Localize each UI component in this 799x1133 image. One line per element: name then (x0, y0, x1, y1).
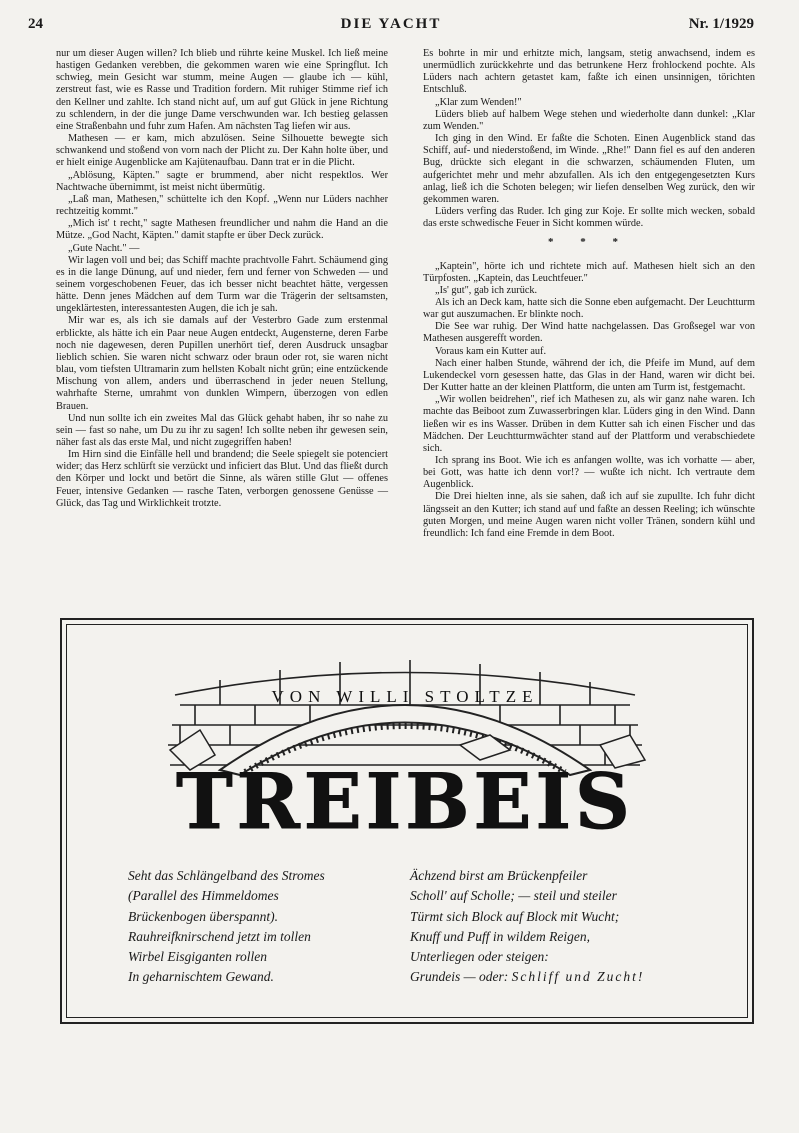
issue-number: Nr. 1/1929 (688, 16, 754, 32)
paragraph: „Klar zum Wenden!" (435, 96, 522, 108)
paragraph: Ich ging in den Wind. Er faßte die Schoten. Einen Augenblick stand das Schiff, auf- und niederstoßend, im Winde. „Rhe!" Dann fiel es auf den anderen Bug, drückte sich elegant in die schwarzen, schäumenden Fluten, um aufgerichtet mehr und mehr abzufallen. Als ich den entgegengesetzten Kurs anlag, ließ ich die Schoten belegen; wir liefen denselben Weg zurück, den wir gekommen waren. (423, 133, 755, 205)
paragraph: Es bohrte in mir und erhitzte mich, langsam, stetig anwachsend, indem es unermüdlich zurückkehrte und das betrunkene Herz frohlockend pochte. Als Lüders nach achtern getastet kam, faßte ich einen unsinnigen, törichten Entschluß. (423, 48, 755, 96)
poem-line: Scholl' auf Scholle; — steil und steiler (410, 888, 617, 904)
paragraph: Die Drei hielten inne, als sie sahen, daß ich auf sie zupullte. Ich fuhr dicht längsseit an den Kutter; ich stand auf und faßte an dessen Reeling; ich wünschte guten Morgen, und meine Augen waren nicht voller Tränen, sondern kühl und freundlich: Ich fand eine Fremde in dem Boot. (423, 491, 755, 539)
journal-title: DIE YACHT (340, 16, 442, 32)
page-number: 24 (28, 16, 43, 32)
paragraph: Mir war es, als ich sie damals auf der Vesterbro Gade zum erstenmal erblickte, als hätte ich ein Paar neue Augen entdeckt, Augensterne, deren Farbe noch nie dagewesen, deren Pupillen unerhört tief, deren Ausdruck unsagbar lieblich schien. Sie waren nicht schwarz oder braun oder rot, sie waren nicht blau, vom tiefsten Ultramarin zum hellsten Kobalt nicht grün; eine entzückende Mischung von allem, anders und überraschend in jeder neuen Stellung, wahrhafte Sterne, umrahmt von dunklen Wimpern, überzogen von edlen Brauen. (56, 315, 388, 412)
paragraph: „Gute Nacht." — (68, 242, 140, 254)
poem-line: Knuff und Puff in wildem Reigen, (410, 928, 590, 944)
title-illustration (160, 650, 650, 850)
section-break: * * * (548, 236, 630, 249)
paragraph: Ich sprang ins Boot. Wie ich es anfangen wollte, was ich vorhatte — aber, bei Gott, was hatte ich denn vor!? — wußte ich nicht. Ich vertraute dem Augenblick. (423, 455, 755, 491)
right-text-column (423, 48, 755, 540)
paragraph: „Wir wollen beidrehen", rief ich Mathesen zu, als wir ganz nahe waren. Ich machte das Beiboot zum Zuwasserbringen klar. Lüders ging in den Wind. Dann ließen wir es ins Wasser. Drüben in dem Kutter sah ich einen Fischer und das Mädchen. Der Leuchtturmwächter stand auf der Plattform und verabschiedete sich. (423, 394, 755, 454)
paragraph: nur um dieser Augen willen? Ich blieb und rührte keine Muskel. Ich ließ meine hastigen Gedanken verebben, die gekommen waren wie eine Springflut. Ich schwieg, mein Gesicht war stumm, meine Augen — glaube ich — kühl, zerstreut fast, wie es Rasse und Tradition fordern. Mit ruhiger Stimme rief ich den Kellner und zahlte. Ich stand nicht auf, um auf gut Glück in jene Richtung zu schlendern, in der die junge Dame verschwunden war. Ich bestieg gelassen eine Straßenbahn und fuhr zum Hafen. Am nächsten Tag liefen wir aus. (56, 48, 388, 132)
poem-line-final (410, 967, 730, 987)
poem-line: In geharnischtem Gewand. (128, 969, 274, 985)
paragraph: „Laß man, Mathesen," schüttelte ich den Kopf. „Wenn nur Lüders nachher rechtzeitig kommt." (56, 193, 388, 218)
poem-right-stanza (410, 866, 730, 988)
page-header (28, 16, 754, 36)
poem-line: (Parallel des Himmeldomes (128, 888, 279, 904)
paragraph: Nach einer halben Stunde, während der ich, die Pfeife im Mund, auf dem Lukendeckel vorn gesessen hatte, das Glas in der Hand, waren wir dicht bei. Der Kutter hatte an der kleinen Plattform, die unten am Turm ist, festgemacht. (423, 357, 755, 394)
paragraph: „Mich ist' t recht," sagte Mathesen freundlicher und nahm die Hand an die Mütze. „God Nacht, Käpten." damit stapfte er über Deck zurück. (56, 218, 388, 242)
paragraph: Im Hirn sind die Einfälle hell und brandend; die Seele spiegelt sie potenciert wider; das Herz schlürft sie verzückt und inficiert das Blut. Und das fließt durch den Körper und lockt und betört die Sinne, als wären stille Glut — offenes Feuer, intensive Gedanken — rasche Taten, verborgen genossene Genüsse — Glück, das Tag und Wirklichkeit trotzte. (56, 449, 388, 509)
paragraph: „Ablösung, Käpten." sagte er brummend, aber nicht respektlos. Wer Nachtwache übernimmt, ist meist nicht übermütig. (56, 169, 388, 193)
paragraph: Lüders verfing das Ruder. Ich ging zur Koje. Er sollte mich wecken, sobald das erste schwedische Feuer in Sicht kommen würde. (423, 206, 755, 230)
poem-line: Unterliegen oder steigen: (410, 949, 549, 965)
poem-last-line-spaced: Schliff und Zucht! (511, 969, 645, 985)
poem-line: Seht das Schlängelband des Stromes (128, 868, 325, 883)
title-text: TREIBEIS (176, 757, 634, 846)
paragraph: Voraus kam ein Kutter auf. (435, 345, 547, 357)
paragraph: Lüders blieb auf halbem Wege stehen und wiederholte dann dunkel: „Klar zum Wenden." (423, 108, 755, 132)
paragraph: Und nun sollte ich ein zweites Mal das Glück gehabt haben, ihr so nahe zu sein — fast so nahe, um Du zu ihr zu sagen! Ich sollte neben ihr gewesen sein, näher fast als das erste Mal, und nicht zugegriffen haben! (56, 412, 388, 448)
left-text-column (56, 48, 388, 510)
poem-line: Ächzend birst am Brückenpfeiler (410, 868, 588, 883)
poem-line: Brückenbogen überspannt). (128, 908, 278, 924)
poem-line: Rauhreifknirschend jetzt im tollen (128, 928, 311, 944)
paragraph: Mathesen — er kam, mich abzulösen. Seine Silhouette bewegte sich schwankend und stoßend von vorn nach der Plicht zu. Der Kahn holte über, und er hielt einige Augenblicke am Kajütenaufbau. Dann trat er in die Plicht. (56, 133, 388, 169)
paragraph: „Kaptein", hörte ich und richtete mich auf. Mathesen hielt sich an den Türpfosten. „Kaptein, das Leuchtfeuer." (423, 260, 755, 284)
poem-line: Türmt sich Block auf Block mit Wucht; (410, 908, 620, 924)
paragraph: Als ich an Deck kam, hatte sich die Sonne eben aufgemacht. Der Leuchtturm war gut auszumachen. Er blinkte noch. (423, 296, 755, 321)
poem-line: Wirbel Eisgiganten rollen (128, 949, 267, 965)
paragraph: Wir lagen voll und bei; das Schiff machte prachtvolle Fahrt. Schäumend ging es in die lange Dünung, auf und nieder, fern und ferner von Schweden — und seinem vorgeschobenen Feuer, das ich besser nicht beachtet hätte, vergessen hätte. Denn jenes Mädchen auf dem Turm war die Trägerin der seltsamsten, ungeklärtesten, interessantesten Augen, die ich je sah. (56, 254, 388, 315)
paragraph: „Is' gut", gab ich zurück. (435, 284, 538, 296)
paragraph: Die See war ruhig. Der Wind hatte nachgelassen. Das Großsegel war von Mathesen ausgerefft worden. (423, 321, 755, 345)
poem-left-stanza (128, 866, 388, 988)
byline-text: VON WILLI STOLTZE (271, 687, 539, 706)
poem-last-line-prefix: Grundeis — oder: (410, 969, 512, 985)
